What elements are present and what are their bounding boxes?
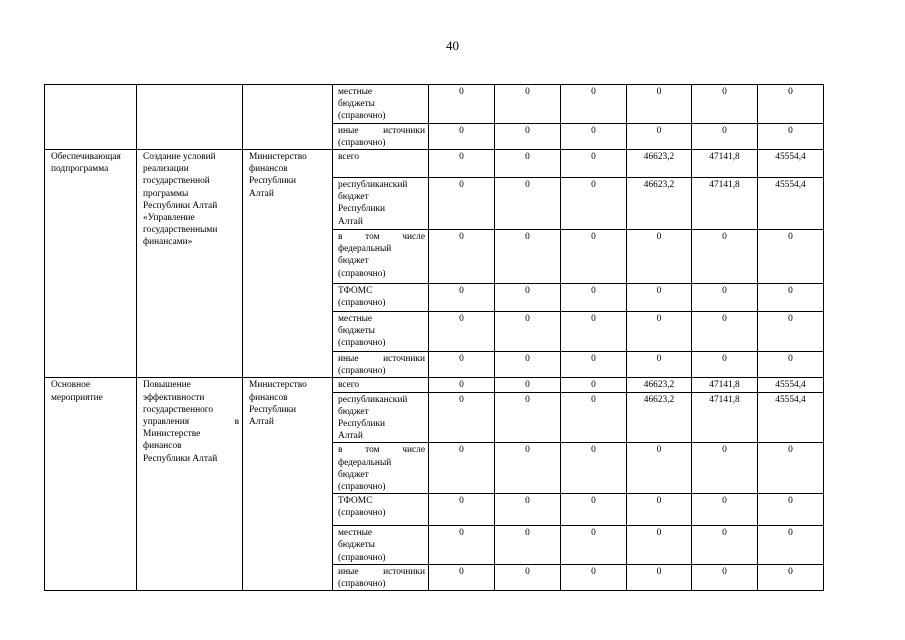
value-cell: 0	[495, 564, 561, 590]
executor-cell-line: Республики	[249, 176, 297, 187]
funding-source-line: (справочно)	[338, 482, 386, 493]
funding-source-line: бюджеты	[338, 99, 375, 110]
funding-source-line: ТФОМС	[338, 286, 373, 297]
funding-source-line: всего	[338, 152, 360, 163]
table-row	[45, 378, 824, 392]
level-cell-line: мероприятие	[51, 392, 103, 403]
value-cell: 0	[429, 284, 495, 312]
funding-source-line: в том числе	[338, 445, 425, 456]
funding-source-line: (справочно)	[338, 579, 386, 590]
value-cell: 0	[758, 230, 824, 284]
executor-cell-line: Министерство	[249, 380, 307, 391]
funding-source-line: (справочно)	[338, 338, 386, 349]
value-cell: 0	[561, 150, 627, 178]
funding-source-line: всего	[338, 380, 360, 391]
value-cell: 0	[429, 178, 495, 230]
value-cell: 46623,2	[627, 178, 692, 230]
funding-source-line: местные	[338, 528, 373, 539]
value-cell: 0	[758, 85, 824, 124]
name-cell-line: государственной	[143, 176, 210, 187]
funding-source-line: Алтай	[338, 431, 363, 442]
value-cell: 0	[627, 526, 692, 565]
value-cell: 45554,4	[758, 150, 824, 178]
funding-source-line: Республики	[338, 419, 386, 430]
value-cell: 0	[627, 85, 692, 124]
page-number: 40	[446, 38, 459, 53]
funding-source-cell	[333, 564, 429, 590]
executor-cell-line: Республики	[249, 404, 297, 415]
value-cell: 47141,8	[692, 150, 758, 178]
value-cell: 0	[561, 312, 627, 352]
executor-cell-line: финансов	[249, 392, 288, 403]
name-cell-line: финансов	[143, 441, 182, 452]
value-cell: 0	[429, 494, 495, 526]
name-cell-line: Республики Алтай	[143, 453, 218, 464]
funding-source-line: Республики	[338, 204, 386, 215]
value-cell: 0	[561, 352, 627, 378]
value-cell: 0	[429, 443, 495, 494]
value-cell: 0	[758, 352, 824, 378]
value-cell: 0	[429, 392, 495, 443]
value-cell: 0	[692, 123, 758, 149]
funding-source-line: (справочно)	[338, 508, 386, 519]
value-cell: 0	[429, 526, 495, 565]
value-cell: 0	[758, 443, 824, 494]
value-cell: 0	[495, 123, 561, 149]
name-cell	[137, 378, 243, 591]
funding-source-line: республиканский	[338, 180, 408, 191]
value-cell: 0	[495, 392, 561, 443]
funding-source-line: ТФОМС	[338, 496, 373, 507]
value-cell: 0	[495, 526, 561, 565]
funding-source-line: (справочно)	[338, 298, 386, 309]
value-cell: 0	[692, 352, 758, 378]
funding-source-cell	[333, 443, 429, 494]
value-cell: 0	[758, 564, 824, 590]
funding-source-line: местные	[338, 87, 373, 97]
value-cell: 0	[495, 150, 561, 178]
funding-source-cell	[333, 526, 429, 565]
value-cell: 0	[627, 284, 692, 312]
value-cell: 0	[495, 178, 561, 230]
funding-source-line: бюджеты	[338, 540, 375, 551]
funding-source-cell	[333, 378, 429, 392]
funding-source-cell	[333, 312, 429, 352]
funding-source-line: Алтай	[338, 216, 363, 227]
value-cell: 0	[692, 230, 758, 284]
name-cell-line: «Управление	[143, 213, 195, 224]
value-cell: 0	[429, 150, 495, 178]
funding-source-line: (справочно)	[338, 366, 386, 377]
funding-source-cell	[333, 284, 429, 312]
value-cell: 0	[627, 443, 692, 494]
funding-source-cell	[333, 178, 429, 230]
funding-source-line: иные источники	[338, 125, 425, 136]
value-cell: 0	[692, 564, 758, 590]
value-cell: 47141,8	[692, 378, 758, 392]
level-cell-continued	[45, 85, 137, 150]
value-cell: 0	[495, 312, 561, 352]
level-cell-line: Основное	[51, 380, 91, 391]
funding-source-cell	[333, 230, 429, 284]
value-cell: 0	[758, 494, 824, 526]
executor-cell	[243, 150, 333, 378]
funding-source-line: бюджет	[338, 406, 369, 417]
value-cell: 0	[758, 526, 824, 565]
value-cell: 0	[561, 284, 627, 312]
name-cell-line: государственными	[143, 225, 218, 236]
name-cell-line: Повышение	[143, 380, 191, 391]
name-cell	[137, 150, 243, 378]
budget-table	[44, 84, 824, 591]
funding-source-cell	[333, 352, 429, 378]
funding-source-line: иные источники	[338, 354, 425, 365]
funding-source-cell	[333, 494, 429, 526]
funding-source-line: республиканский	[338, 394, 408, 405]
funding-source-line: (справочно)	[338, 137, 386, 148]
table-row	[45, 150, 824, 178]
table-row	[45, 85, 824, 124]
executor-cell	[243, 378, 333, 591]
value-cell: 0	[429, 123, 495, 149]
value-cell: 0	[627, 123, 692, 149]
funding-source-line: (справочно)	[338, 111, 386, 122]
value-cell: 47141,8	[692, 178, 758, 230]
value-cell: 0	[627, 230, 692, 284]
value-cell: 0	[495, 85, 561, 124]
funding-source-line: (справочно)	[338, 268, 386, 279]
name-cell-line: государственного	[143, 404, 214, 415]
value-cell: 45554,4	[758, 178, 824, 230]
funding-source-cell	[333, 392, 429, 443]
funding-source-line: бюджеты	[338, 326, 375, 337]
value-cell: 0	[561, 378, 627, 392]
value-cell: 0	[627, 352, 692, 378]
funding-source-cell	[333, 123, 429, 149]
funding-source-line: бюджет	[338, 256, 369, 267]
executor-cell-line: финансов	[249, 164, 288, 175]
value-cell: 0	[495, 284, 561, 312]
value-cell: 0	[429, 564, 495, 590]
value-cell: 0	[692, 284, 758, 312]
name-cell-line: Создание условий	[143, 152, 216, 163]
value-cell: 0	[758, 312, 824, 352]
value-cell: 0	[758, 284, 824, 312]
name-cell-line: финансами»	[143, 237, 193, 248]
name-cell-line: Министерстве	[143, 429, 201, 440]
value-cell: 0	[561, 178, 627, 230]
value-cell: 0	[561, 392, 627, 443]
funding-source-line: в том числе	[338, 232, 425, 243]
value-cell: 0	[692, 494, 758, 526]
name-cell-line: реализации	[143, 164, 189, 175]
value-cell: 45554,4	[758, 378, 824, 392]
value-cell: 0	[627, 494, 692, 526]
value-cell: 0	[429, 85, 495, 124]
value-cell: 0	[561, 443, 627, 494]
executor-cell-line: Алтай	[249, 417, 274, 428]
value-cell: 0	[627, 312, 692, 352]
value-cell: 0	[429, 312, 495, 352]
level-cell-line: подпрограмма	[51, 164, 109, 175]
executor-cell-line: Алтай	[249, 188, 274, 199]
name-cell-continued	[137, 85, 243, 150]
value-cell: 0	[627, 564, 692, 590]
funding-source-line: федеральный	[338, 457, 392, 468]
value-cell: 0	[495, 378, 561, 392]
value-cell: 47141,8	[692, 392, 758, 443]
funding-source-line: федеральный	[338, 244, 392, 255]
funding-source-cell	[333, 150, 429, 178]
value-cell: 0	[758, 123, 824, 149]
funding-source-line: (справочно)	[338, 552, 386, 563]
executor-cell-line: Министерство	[249, 152, 307, 163]
value-cell: 0	[561, 230, 627, 284]
funding-source-line: местные	[338, 314, 373, 325]
value-cell: 0	[561, 526, 627, 565]
value-cell: 0	[429, 378, 495, 392]
level-cell	[45, 378, 137, 591]
executor-cell-continued	[243, 85, 333, 150]
value-cell: 0	[692, 443, 758, 494]
value-cell: 0	[692, 85, 758, 124]
value-cell: 0	[495, 352, 561, 378]
value-cell: 0	[561, 564, 627, 590]
level-cell	[45, 150, 137, 378]
name-cell-line: Республики Алтай	[143, 200, 218, 211]
value-cell: 0	[561, 85, 627, 124]
value-cell: 0	[429, 352, 495, 378]
name-cell-line: программы	[143, 188, 189, 199]
level-cell-line: Обеспечивающая	[51, 152, 121, 163]
value-cell: 0	[561, 494, 627, 526]
funding-source-cell	[333, 85, 429, 124]
name-cell-line: управления в	[143, 417, 239, 428]
funding-source-line: иные источники	[338, 566, 425, 577]
value-cell: 0	[692, 526, 758, 565]
funding-source-line: бюджет	[338, 192, 369, 203]
value-cell: 0	[495, 443, 561, 494]
value-cell: 0	[692, 312, 758, 352]
value-cell: 0	[495, 494, 561, 526]
funding-source-line: бюджет	[338, 469, 369, 480]
value-cell: 46623,2	[627, 150, 692, 178]
value-cell: 0	[561, 123, 627, 149]
value-cell: 45554,4	[758, 392, 824, 443]
value-cell: 46623,2	[627, 378, 692, 392]
value-cell: 46623,2	[627, 392, 692, 443]
value-cell: 0	[495, 230, 561, 284]
name-cell-line: эффективности	[143, 392, 205, 403]
value-cell: 0	[429, 230, 495, 284]
